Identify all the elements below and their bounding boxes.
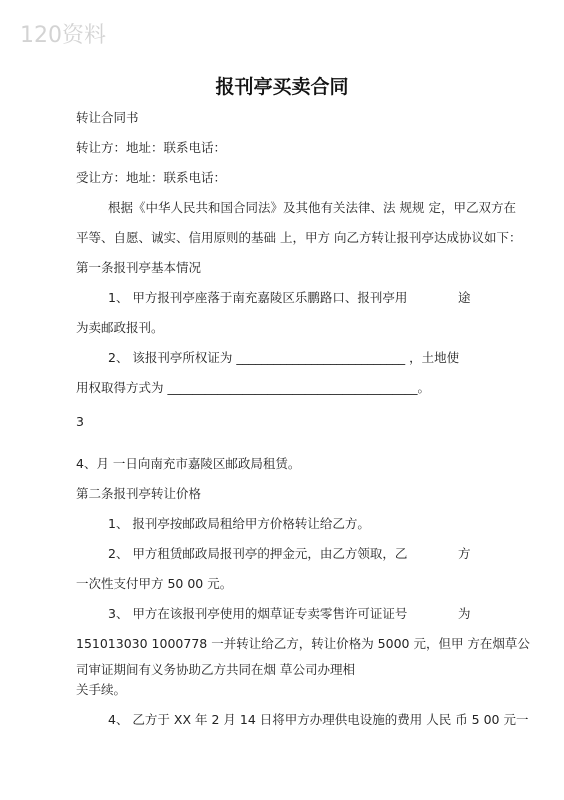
watermark-logo: 120资料 bbox=[20, 23, 106, 48]
clause-1-1-cont: 为卖邮政报刊。 bbox=[76, 320, 164, 335]
clause-2-1-text: 1、 报刊亭按邮政局租给甲方价格转让给乙方。 bbox=[108, 516, 370, 531]
clause-2-3-cont-1: 151013030 1000778 一并转让给乙方，转让价格为 5000 元，但甲 方在烟草公 bbox=[76, 636, 530, 651]
clause-2-4-text: 4、 乙方于 XX 年 2 月 14 日将甲方办理供电设施的费用 人民 币 5 00 元一 bbox=[108, 712, 529, 727]
subtitle: 转让合同书 bbox=[76, 110, 139, 125]
document-title: 报刊亭买卖合同 bbox=[215, 76, 349, 98]
preamble-line-1: 根据《中华人民共和国合同法》及其他有关法律、法 规规 定，甲乙双方在 bbox=[108, 200, 516, 215]
clause-2-2-cont: 一次性支付甲方 50 00 元。 bbox=[76, 576, 233, 591]
preamble-line-2: 平等、自愿、诚实、信用原则的基础 上，甲方 向乙方转让报刊亭达成协议如下： bbox=[76, 230, 522, 245]
page-number: 3 bbox=[76, 414, 84, 429]
clause-1-1-tail: 途 bbox=[458, 290, 471, 305]
clause-2-3-cont-2: 司审证期间有义务协助乙方共同在烟 草公司办理相 bbox=[76, 662, 355, 677]
article-1-heading: 第一条报刊亭基本情况 bbox=[76, 260, 202, 275]
clause-2-2-tail: 方 bbox=[458, 546, 471, 561]
clause-1-2-cont: 用权取得方式为 ________________________________________。 bbox=[76, 380, 430, 395]
transferee-line: 受让方：地址：联系电话： bbox=[76, 170, 227, 185]
clause-1-3-text: 4、月 一日向南充市嘉陵区邮政局租赁。 bbox=[76, 456, 301, 471]
clause-2-3-text: 3、 甲方在该报刊亭使用的烟草证专卖零售许可证证号 bbox=[108, 606, 408, 621]
transferor-line: 转让方：地址：联系电话： bbox=[76, 140, 227, 155]
clause-2-3-cont-3: 关手续。 bbox=[76, 682, 127, 697]
clause-2-3-tail: 为 bbox=[458, 606, 471, 621]
clause-1-2-text: 2、 该报刊亭所权证为 ___________________________ ，土地使 bbox=[108, 350, 460, 365]
clause-2-2-text: 2、 甲方租赁邮政局报刊亭的押金元，由乙方领取，乙 bbox=[108, 546, 408, 561]
article-2-heading: 第二条报刊亭转让价格 bbox=[76, 486, 202, 501]
clause-1-1-text: 1、 甲方报刊亭座落于南充嘉陵区乐鹏路口、报刊亭用 bbox=[108, 290, 408, 305]
